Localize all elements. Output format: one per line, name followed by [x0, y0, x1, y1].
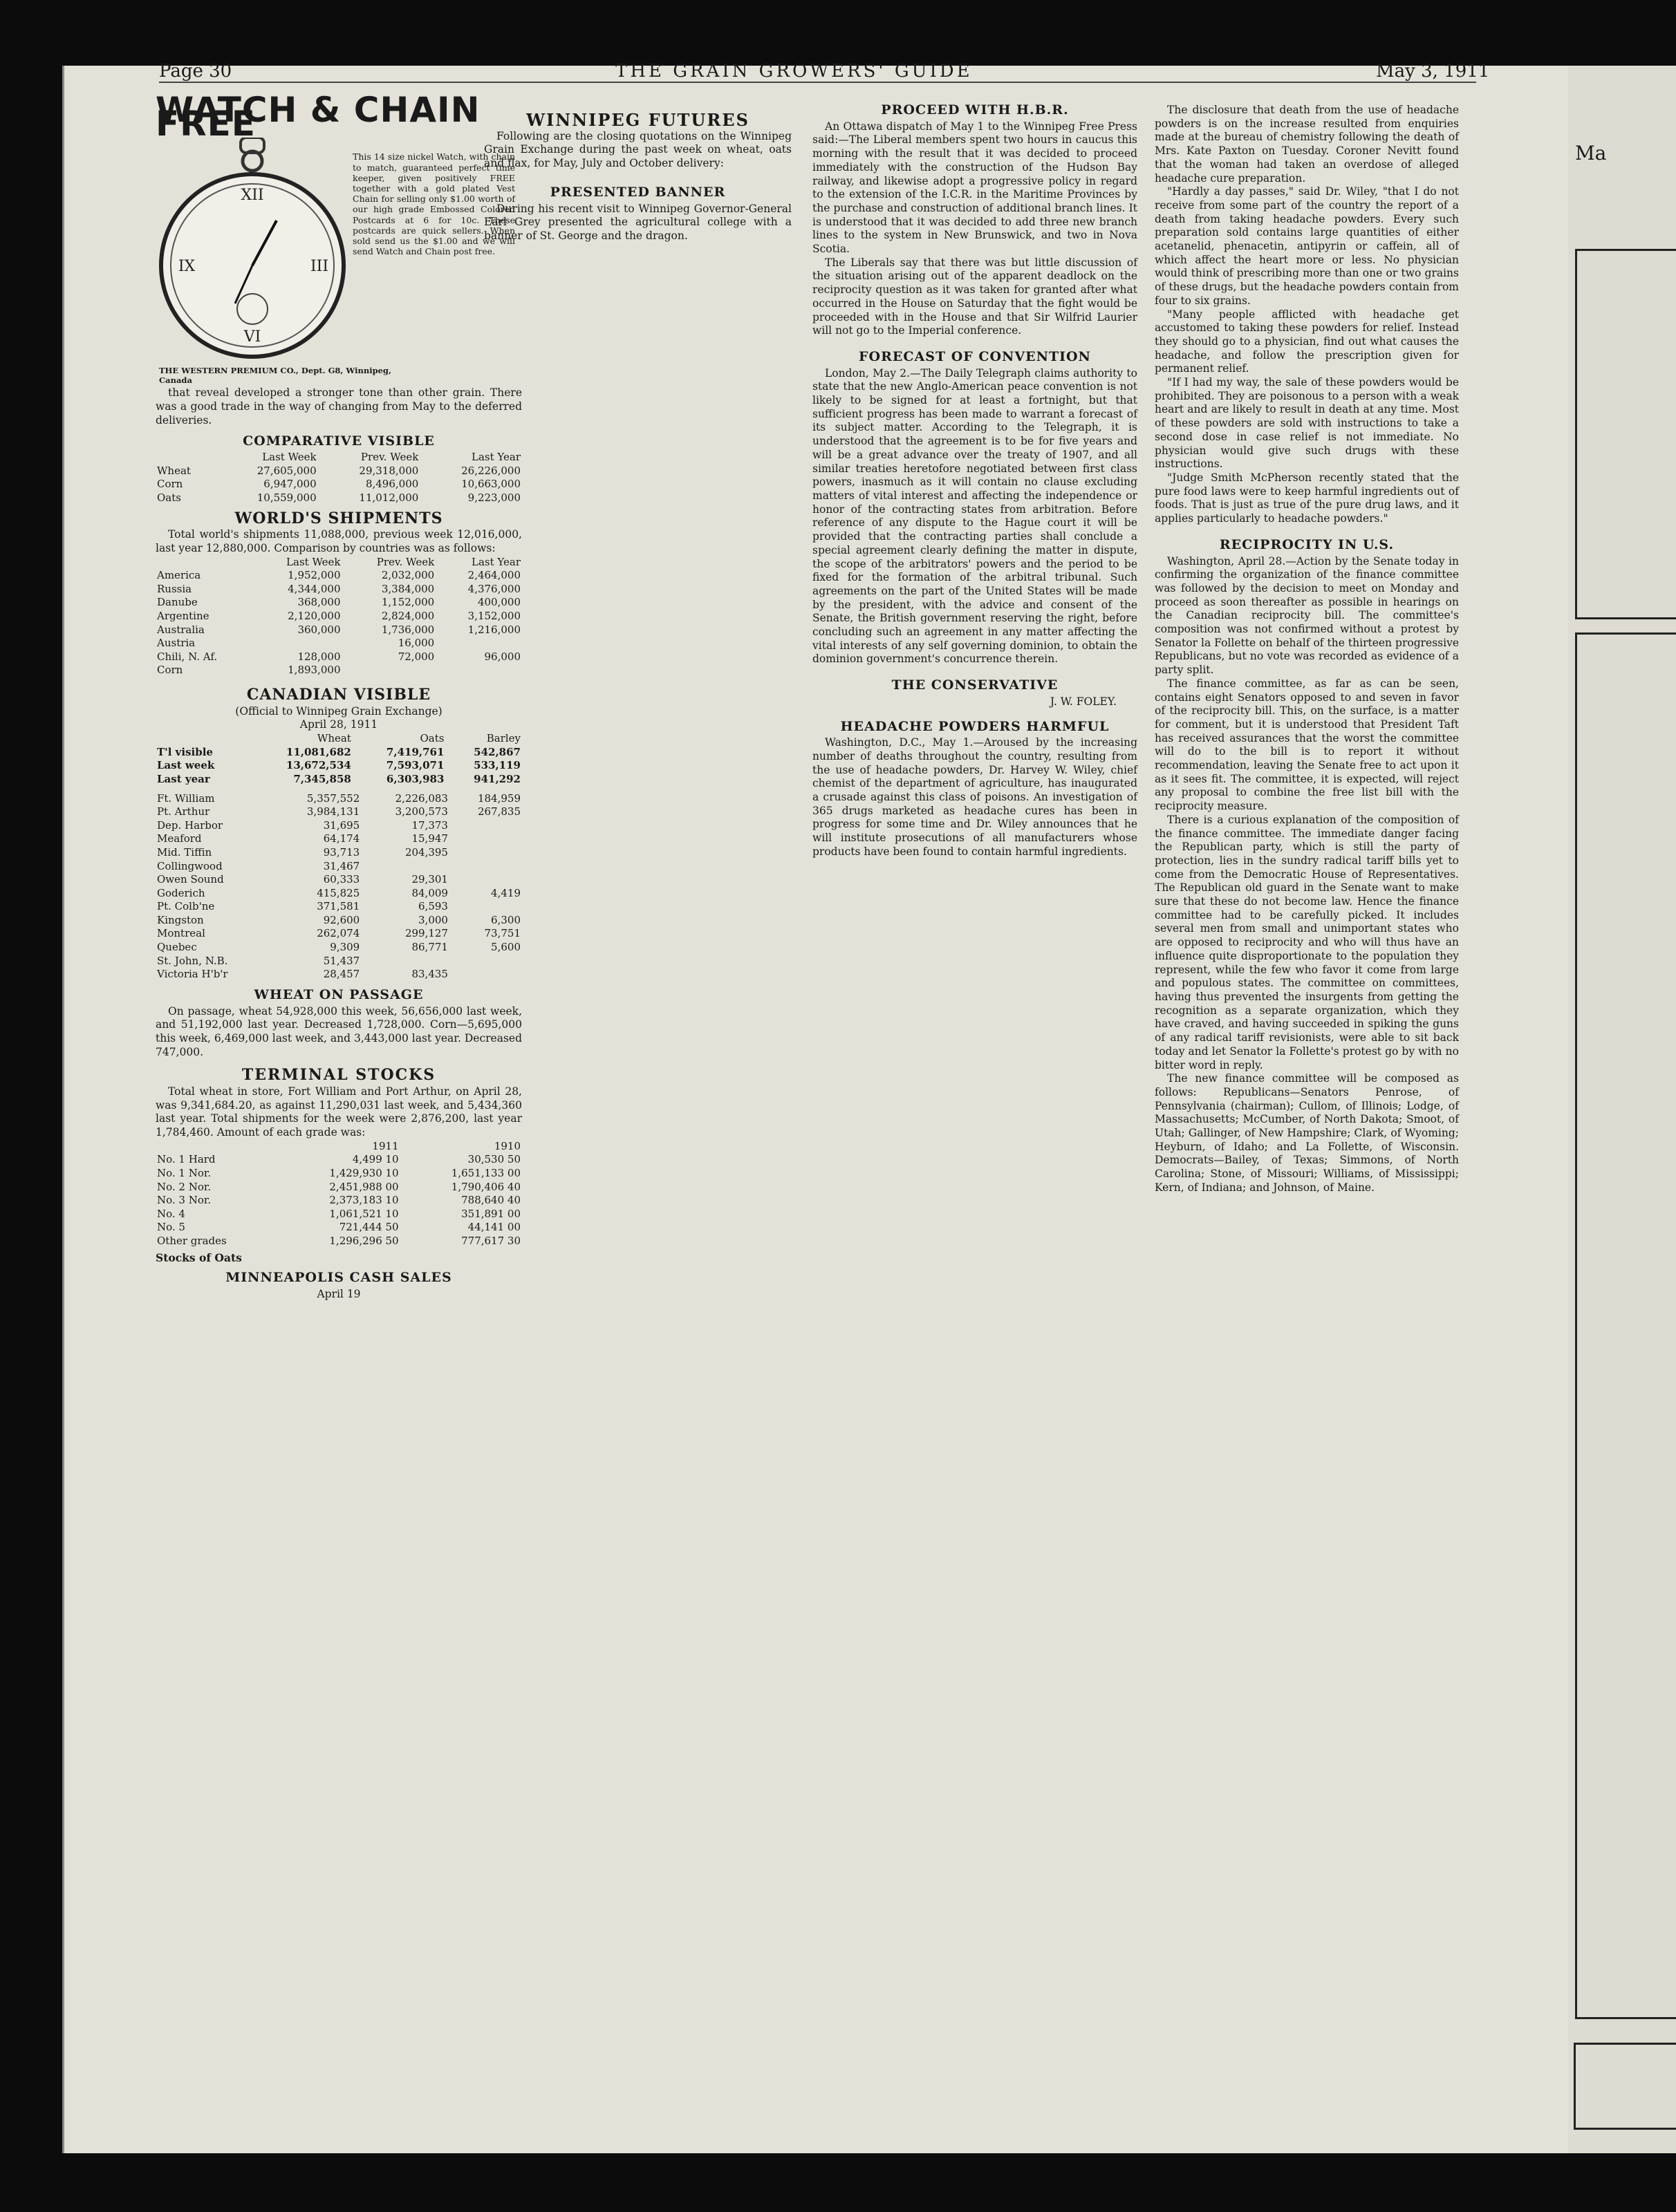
table-cell: 29,318,000 [359, 464, 419, 477]
page-header [90, 61, 1610, 88]
table-cell: Mid. Tiffin [157, 845, 212, 859]
watch-ad-title: WATCH & CHAIN FREE [156, 90, 481, 144]
presented-banner-text: During his recent visit to Winnipeg Governor-General Earl Grey presented the agricultural college with a banner of St. George and the dragon. [484, 202, 792, 242]
table-row [156, 1153, 522, 1167]
winnipeg-futures-title: WINNIPEG FUTURES [526, 110, 749, 130]
table-cell: 1,152,000 [381, 596, 435, 609]
table-cell: 351,891 00 [461, 1207, 521, 1220]
table-cell: Oats [157, 491, 181, 504]
table-row [156, 773, 522, 787]
table-cell: Collingwood [157, 859, 223, 872]
table-row [156, 746, 522, 760]
table-header-cell: Last Week [262, 451, 317, 464]
comparative-visible-title: COMPARATIVE VISIBLE [243, 433, 435, 449]
table-row [156, 491, 522, 505]
wheat-passage-text: On passage, wheat 54,928,000 this week, 56,656,000 last week, and 51,192,000 last year. Decreased 1,728,000. Corn—5,695,000 this week, 6,469,000 last week, and 3,443,000 last year. Decreased 747,000. [156, 1004, 522, 1058]
issue-date: May 3, 1911 [1376, 61, 1490, 82]
table-cell [449, 846, 522, 860]
table-cell: 1,893,000 [288, 664, 341, 677]
wheat-passage-title: WHEAT ON PASSAGE [254, 986, 424, 1002]
table-header-cell: Last Year [472, 451, 521, 464]
table-cell: No. 2 Nor. [157, 1180, 212, 1193]
table-header-cell: Barley [486, 732, 521, 745]
table-row [156, 941, 522, 955]
table-cell: 777,617 30 [461, 1235, 521, 1248]
table-cell: Pt. Colb'ne [157, 900, 215, 913]
pocket-watch-icon [159, 138, 346, 373]
table-cell: Argentine [157, 610, 210, 623]
hbr-paragraph-1: An Ottawa dispatch of May 1 to the Winnipeg Free Press said:—The Liberal members spent two hours in caucus this morning with the result that it was decided to proceed immediately with the construction of the Hudson Bay railway, and likewise adopt a progressive policy in regard to the extension of the I.C.R. in the Maritime Provinces by the purchase and construction of additional branch lines. It is understood that it was decided to add three new branch lines to the system in New Brunswick, and two in Nova Scotia. [812, 120, 1137, 256]
reciprocity-paragraph-4: The new finance committee will be composed as follows: Republicans—Senators Penrose, of Pennsylvania (chairman); Cullom, of Illinois; Lodge, of Massachusetts; McCumber, of North Dakota; Smoot, of Utah; Gallinger, of New Hampshire; Clark, of Wyoming; Heyburn, of Idaho; and La Follette, of Wisconsin. Democrats—Bailey, of Texas; Simmons, of North Carolina; Stone, of Missouri; Williams, of Mississippi; Kern, of Indiana; and Johnson, of Maine. [1155, 1072, 1459, 1194]
table-cell: 2,464,000 [467, 569, 521, 582]
table-cell: 86,771 [411, 941, 448, 954]
table-cell: 6,300 [491, 913, 521, 926]
hbr-title: PROCEED WITH H.B.R. [881, 102, 1069, 118]
table-cell: 6,947,000 [263, 478, 317, 491]
table-row [156, 887, 522, 901]
table-cell: Goderich [157, 886, 205, 899]
table-row [156, 792, 522, 806]
adjacent-box-1 [1575, 249, 1676, 619]
table-row [156, 805, 522, 819]
table-header-row [156, 451, 522, 465]
watch-ad-company: THE WESTERN PREMIUM CO., Dept. G8, Winnipeg, Canada [159, 366, 391, 386]
table-cell: 2,451,988 00 [329, 1180, 399, 1193]
table-cell: 1,736,000 [381, 623, 435, 636]
table-cell: 72,000 [398, 650, 435, 663]
table-cell: 533,119 [474, 759, 521, 772]
table-header-cell: 1910 [494, 1139, 521, 1152]
svg-text:XII: XII [241, 187, 264, 205]
table-cell: 1,216,000 [467, 623, 521, 636]
table-cell: 7,345,858 [293, 772, 351, 785]
table-cell: No. 1 Hard [157, 1153, 216, 1166]
table-cell: 2,120,000 [288, 610, 341, 623]
table-row [156, 624, 522, 637]
table-row [156, 583, 522, 597]
world-shipments-title: WORLD'S SHIPMENTS [234, 509, 443, 527]
table-cell: 128,000 [297, 650, 341, 663]
watch-ad-description: This 14 size nickel Watch, with chain to match, guaranteed perfect time keeper, given positively FREE together with a gold plated Vest Chain for selling only $1.00 worth of our high grade Embossed Colored Postcards at 6 for 10c. These postcards are quick sellers. When sold send us the $1.00 and we will send Watch and Chain post free. [353, 151, 515, 257]
table-cell: 941,292 [474, 772, 521, 785]
table-cell: 1,296,296 50 [329, 1235, 399, 1248]
adjacent-page-edge [1568, 66, 1676, 2153]
headache-paragraph-6: "Judge Smith McPherson recently stated that the pure food laws were to keep harmful ingredients out of foods. That is just as true of the pure drug laws, and it applies particularly to headache powders." [1155, 471, 1459, 525]
table-cell: 31,467 [323, 859, 360, 872]
table-cell: 3,384,000 [381, 582, 435, 595]
convention-title: FORECAST OF CONVENTION [859, 348, 1091, 364]
comparative-visible-table [156, 451, 522, 505]
table-cell: Pt. Arthur [157, 805, 210, 818]
table-cell: 299,127 [404, 927, 448, 940]
table-cell: 51,437 [323, 954, 360, 967]
table-cell: 13,672,534 [286, 759, 351, 772]
table-row [156, 1167, 522, 1181]
table-cell: Quebec [157, 941, 197, 954]
minneapolis-title: MINNEAPOLIS CASH SALES [225, 1270, 452, 1286]
table-cell: Owen Sound [157, 873, 224, 886]
svg-text:VI: VI [243, 328, 261, 346]
table-cell: 4,376,000 [467, 582, 521, 595]
column-2 [484, 104, 792, 243]
poem-author: J. W. FOLEY. [1050, 695, 1117, 708]
watch-ad [156, 131, 522, 386]
table-cell: 371,581 [317, 900, 360, 913]
terminal-stocks-text: Total wheat in store, Fort William and Port Arthur, on April 28, was 9,341,684.20, as against 11,290,031 last week, and 5,434,360 last year. Total shipments for the week were 2,876,200, last year 1,784,460. Amount of each grade was: [156, 1085, 522, 1139]
table-cell [361, 955, 449, 968]
table-cell: 28,457 [323, 968, 360, 981]
table-cell: 3,200,573 [395, 805, 448, 818]
world-shipments-table [156, 556, 522, 677]
reciprocity-paragraph-3: There is a curious explanation of the composition of the finance committee. The immediate danger facing the Republican party, which is still the party of protection, lies in the sundry radical tariff bills yet to come from the Democratic House of Representatives. The Republican old guard in the Senate want to make sure that these do not become law. Hence the finance committee had to be carefully picked. It includes several men from small and unimportant states who are opposed to reciprocity and who will thus have an influence quite disproportionate to the population they represent, while the few who favor it come from large and populous states. The committee on committees, having thus prevented the insurgents from getting the recognition as a separate organization, which they have craved, and having succeeded in spiking the guns of any radical tariff revisionists, were able to sit back today and let Senator la Follette's protest go by with no bitter word in reply. [1155, 813, 1459, 1071]
table-cell: 1,790,406 40 [451, 1180, 521, 1193]
table-cell: 9,223,000 [467, 491, 521, 504]
table-row [156, 650, 522, 664]
table-row [156, 1194, 522, 1208]
table-cell: Last year [157, 772, 210, 785]
masthead-title: THE GRAIN GROWERS' GUIDE [615, 61, 973, 82]
table-header-cell: 1911 [372, 1139, 399, 1152]
table-cell: 73,751 [484, 927, 521, 940]
table-header-cell [156, 732, 248, 746]
table-cell: 60,333 [323, 873, 360, 886]
table-cell: 11,012,000 [359, 491, 419, 504]
table-cell: 360,000 [297, 623, 341, 636]
table-cell: 9,309 [330, 941, 360, 954]
table-cell: America [157, 569, 201, 582]
oats-stocks-title: Stocks of Oats [156, 1250, 242, 1264]
table-row [156, 968, 522, 982]
terminal-stocks-table [156, 1140, 522, 1248]
reciprocity-paragraph-2: The finance committee, as far as can be seen, contains eight Senators opposed to and seven in favor of the reciprocity bill. This, on the surface, is a matter for comment, but it is understood that President Taft has received assurances that the worst the committee will do to the bill is to report it without recommendation, leaving the Senate free to act upon it as it sees fit. The committee, it is expected, will reject any proposal to combine the free list bill with the reciprocity measure. [1155, 677, 1459, 813]
table-cell: Last week [157, 759, 215, 772]
table-cell: 400,000 [477, 596, 521, 609]
table-cell: Corn [157, 478, 183, 491]
table-cell: 3,152,000 [467, 610, 521, 623]
table-cell: T'l visible [157, 745, 213, 758]
table-cell [449, 832, 522, 846]
table-row [156, 610, 522, 624]
table-cell: Meaford [157, 832, 202, 845]
table-cell: Australia [157, 623, 205, 636]
table-cell [253, 637, 342, 650]
table-row [156, 465, 522, 478]
table-cell: Victoria H'b'r [157, 968, 228, 981]
column-1 [156, 90, 522, 1302]
table-cell: 16,000 [398, 637, 435, 650]
table-cell: 15,947 [411, 832, 448, 845]
table-cell [449, 968, 522, 982]
table-header-row [156, 1140, 522, 1154]
table-cell: 10,663,000 [461, 478, 521, 491]
table-cell: 96,000 [484, 650, 521, 663]
reciprocity-title: RECIPROCITY IN U.S. [1219, 536, 1395, 552]
table-cell: No. 5 [157, 1221, 185, 1234]
table-header-cell: Last Week [286, 555, 341, 568]
table-cell: 542,867 [474, 745, 521, 758]
headache-paragraph-3: "Hardly a day passes," said Dr. Wiley, "that I do not receive from some part of the country the report of a death from taking headache powders. Every such preparation sold contains large quantities of either acetanelid, phenacetin, antipyrin or caffein, all of which affect the heart more or less. No physician would think of prescribing more than one or two grains of these drugs, but the headache powders contain from four to six grains. [1155, 185, 1459, 307]
hbr-paragraph-2: The Liberals say that there was but little discussion of the situation arising out of the apparent deadlock on the reciprocity question as it was taken for granted after what occurred in the House on Saturday that the fight would be proceeded with in the House and that Sir Wilfrid Laurier will not go to the Imperial conference. [812, 256, 1137, 337]
table-row [156, 664, 522, 677]
table-cell: 8,496,000 [365, 478, 419, 491]
table-cell [436, 637, 522, 650]
headache-paragraph-5: "If I had my way, the sale of these powders would be prohibited. They are poisonous to a person with a weak heart and are likely to result in death at any time. Most of these powders are sold with instructions to take a second dose in case relief is not immediate. No physician would give such drugs with these instructions. [1155, 376, 1459, 471]
table-cell: Dep. Harbor [157, 818, 223, 832]
svg-text:IX: IX [178, 258, 196, 276]
table-row [156, 759, 522, 773]
table-cell: 92,600 [323, 913, 360, 926]
table-cell: 7,593,071 [386, 759, 445, 772]
table-row [156, 1235, 522, 1248]
table-cell: Austria [157, 637, 196, 650]
reciprocity-paragraph-1: Washington, April 28.—Action by the Senate today in confirming the organization of the finance committee was followed by the decision to meet on Monday and proceed as soon thereafter as possible in hearings on the Canadian reciprocity bill. The committee's composition was not confirmed without a protest by Senator la Follette on behalf of the thirteen progressive Republicans, but no vote was recorded as evidence of a party split. [1155, 554, 1459, 677]
table-header-cell: Last Year [472, 555, 521, 568]
table-cell: No. 1 Nor. [157, 1167, 212, 1180]
table-row [156, 873, 522, 887]
table-cell: 262,074 [317, 927, 360, 940]
table-cell: Ft. William [157, 791, 215, 805]
table-header-cell: Prev. Week [360, 451, 419, 464]
table-row [156, 819, 522, 833]
table-cell: 2,373,183 10 [329, 1194, 399, 1207]
table-row [156, 1181, 522, 1194]
table-row [156, 927, 522, 941]
table-cell: 368,000 [297, 596, 341, 609]
table-cell: St. John, N.B. [157, 954, 228, 967]
table-cell [449, 955, 522, 968]
adjacent-box-2 [1575, 632, 1676, 2019]
table-cell: Montreal [157, 927, 205, 940]
table-cell: 44,141 00 [467, 1221, 521, 1234]
table-cell: 5,357,552 [306, 791, 360, 805]
table-cell: 267,835 [477, 805, 521, 818]
table-row [156, 955, 522, 968]
table-cell: 84,009 [411, 886, 448, 899]
headache-title: HEADACHE POWDERS HARMFUL [840, 718, 1110, 734]
table-header-row [156, 556, 522, 570]
winnipeg-futures-intro: Following are the closing quotations on the Winnipeg Grain Exchange during the past week on wheat, oats and flax, for May, July and October delivery: [484, 129, 792, 170]
headache-paragraph-2: The disclosure that death from the use of headache powders is on the increase resulted from enquiries made at the bureau of chemistry following the death of Mrs. Kate Paxton on Tuesday. Coroner Nevitt found that the woman had taken an overdose of alleged headache cure preparation. [1155, 104, 1459, 185]
table-cell: 6,593 [418, 900, 448, 913]
page-number: Page 30 [159, 61, 232, 82]
table-cell: No. 3 Nor. [157, 1194, 212, 1207]
table-cell: Wheat [157, 464, 191, 477]
table-cell: No. 4 [157, 1207, 185, 1220]
table-cell: Corn [157, 664, 183, 677]
table-cell: 1,429,930 10 [329, 1167, 399, 1180]
table-cell: 93,713 [323, 845, 360, 859]
table-header-cell: Wheat [317, 732, 351, 745]
table-cell: 64,174 [323, 832, 360, 845]
table-cell: Danube [157, 596, 198, 609]
table-cell: 11,081,682 [286, 745, 351, 758]
table-cell: 7,419,761 [386, 745, 445, 758]
presented-banner-title: PRESENTED BANNER [550, 184, 726, 200]
table-cell: 4,419 [491, 886, 521, 899]
table-cell: 204,395 [404, 845, 448, 859]
table-cell: Russia [157, 582, 192, 595]
headache-paragraph-4: "Many people afflicted with headache get accustomed to taking these powders for relief. Instead they should go to a physician, find out what causes the headache, and follow the prescription given for permanent relief. [1155, 308, 1459, 375]
table-cell: 184,959 [477, 791, 521, 805]
table-cell: 26,226,000 [461, 464, 521, 477]
canadian-visible-date: April 28, 1911 [299, 718, 378, 731]
world-shipments-intro: Total world's shipments 11,088,000, previous week 12,016,000, last year 12,880,000. Comparison by countries was as follows: [156, 528, 522, 554]
table-cell: 6,303,983 [386, 772, 445, 785]
table-cell: 5,600 [491, 941, 521, 954]
table-cell: 415,825 [317, 886, 360, 899]
table-cell [449, 900, 522, 914]
table-cell: 31,695 [323, 818, 360, 832]
table-cell: 2,824,000 [381, 610, 435, 623]
table-row [156, 1221, 522, 1235]
table-cell: 3,984,131 [306, 805, 360, 818]
table-header-cell: Prev. Week [376, 555, 435, 568]
table-row [156, 914, 522, 928]
table-row [156, 569, 522, 583]
table-header-cell [156, 556, 253, 570]
table-cell [436, 664, 522, 677]
table-row [156, 860, 522, 874]
table-row [156, 846, 522, 860]
table-cell: 1,061,521 10 [329, 1207, 399, 1220]
adjacent-page-top: Ma [1575, 142, 1607, 165]
table-cell [361, 860, 449, 874]
table-cell: 788,640 40 [461, 1194, 521, 1207]
column-4 [1155, 104, 1459, 1195]
table-cell: 1,651,133 00 [451, 1167, 521, 1180]
table-cell: 17,373 [411, 818, 448, 832]
table-header-cell: Oats [420, 732, 445, 745]
table-cell: 10,559,000 [257, 491, 317, 504]
column-3 [812, 104, 1137, 859]
adjacent-box-3 [1574, 2043, 1676, 2130]
table-cell [342, 664, 436, 677]
canadian-visible-summary [156, 732, 522, 786]
table-row [156, 1208, 522, 1221]
table-cell: 4,344,000 [288, 582, 341, 595]
table-cell: Kingston [157, 913, 204, 926]
table-cell [449, 819, 522, 833]
svg-text:III: III [310, 258, 329, 276]
canadian-visible-title: CANADIAN VISIBLE [246, 686, 431, 704]
table-row [156, 832, 522, 846]
canadian-visible-source: (Official to Winnipeg Grain Exchange) [235, 704, 443, 718]
table-row [156, 637, 522, 650]
table-row [156, 596, 522, 610]
header-rule [159, 82, 1476, 83]
poem-title: THE CONSERVATIVE [891, 677, 1059, 693]
table-cell: 29,301 [411, 873, 448, 886]
minneapolis-date: April 19 [317, 1288, 361, 1301]
table-header-cell [156, 451, 216, 465]
canadian-visible-ports [156, 792, 522, 982]
table-cell: 83,435 [411, 968, 448, 981]
table-cell: 30,530 50 [467, 1153, 521, 1166]
table-cell [449, 860, 522, 874]
table-header-row [156, 732, 522, 746]
table-cell: Other grades [157, 1235, 227, 1248]
table-row [156, 900, 522, 914]
headache-paragraph-1: Washington, D.C., May 1.—Aroused by the increasing number of deaths throughout the country, resulting from the use of headache powders, Dr. Harvey W. Wiley, chief chemist of the department of agriculture, has inaugurated a crusade against this class of poisons. An investigation of 365 drugs marketed as headache cures has been in progress for some time and Dr. Wiley announces that he will institute prosecutions of all manufacturers whose products have been found to contain harmful ingredients. [812, 736, 1137, 858]
table-row [156, 478, 522, 491]
table-cell [449, 873, 522, 887]
market-note: that reveal developed a stronger tone than other grain. There was a good trade in the way of changing from May to the deferred deliveries. [156, 386, 522, 427]
table-cell: Chili, N. Af. [157, 650, 218, 663]
table-cell: 4,499 10 [352, 1153, 399, 1166]
table-header-cell [156, 1140, 278, 1154]
table-cell: 721,444 50 [339, 1221, 399, 1234]
table-cell: 2,226,083 [395, 791, 448, 805]
table-cell: 3,000 [418, 913, 448, 926]
table-cell: 27,605,000 [257, 464, 317, 477]
table-cell: 2,032,000 [381, 569, 435, 582]
table-cell: 1,952,000 [288, 569, 341, 582]
terminal-stocks-title: TERMINAL STOCKS [241, 1066, 436, 1085]
convention-paragraph: London, May 2.—The Daily Telegraph claims authority to state that the new Anglo-American peace convention is not likely to be signed for at least a fortnight, but that sufficient progress has been made to warrant a forecast of its subject matter. According to the Telegraph, it is understood that the agreement is to be for five years and will be a great advance over the treaty of 1907, and all similar treaties heretofore negotiated between first class powers, inasmuch as it will contain no clause excluding matters of vital interest and affecting the independence or honor of the contracting states from arbitration. Before reference of any dispute to the Hague court it will be provided that the contracting parties shall conclude a special agreement clearly defining the matter in dispute, the scope of the arbitrators' powers and the period to be fixed for the formation of the arbitral tribunal. Such agreements on the part of the United States will be made by the president, with the advice and consent of the Senate, the British government reserving the right, before concluding such an agreement in any matter affecting the vital interests of any self governing dominion, to obtain the dominion government's concurrence therein. [812, 366, 1137, 666]
